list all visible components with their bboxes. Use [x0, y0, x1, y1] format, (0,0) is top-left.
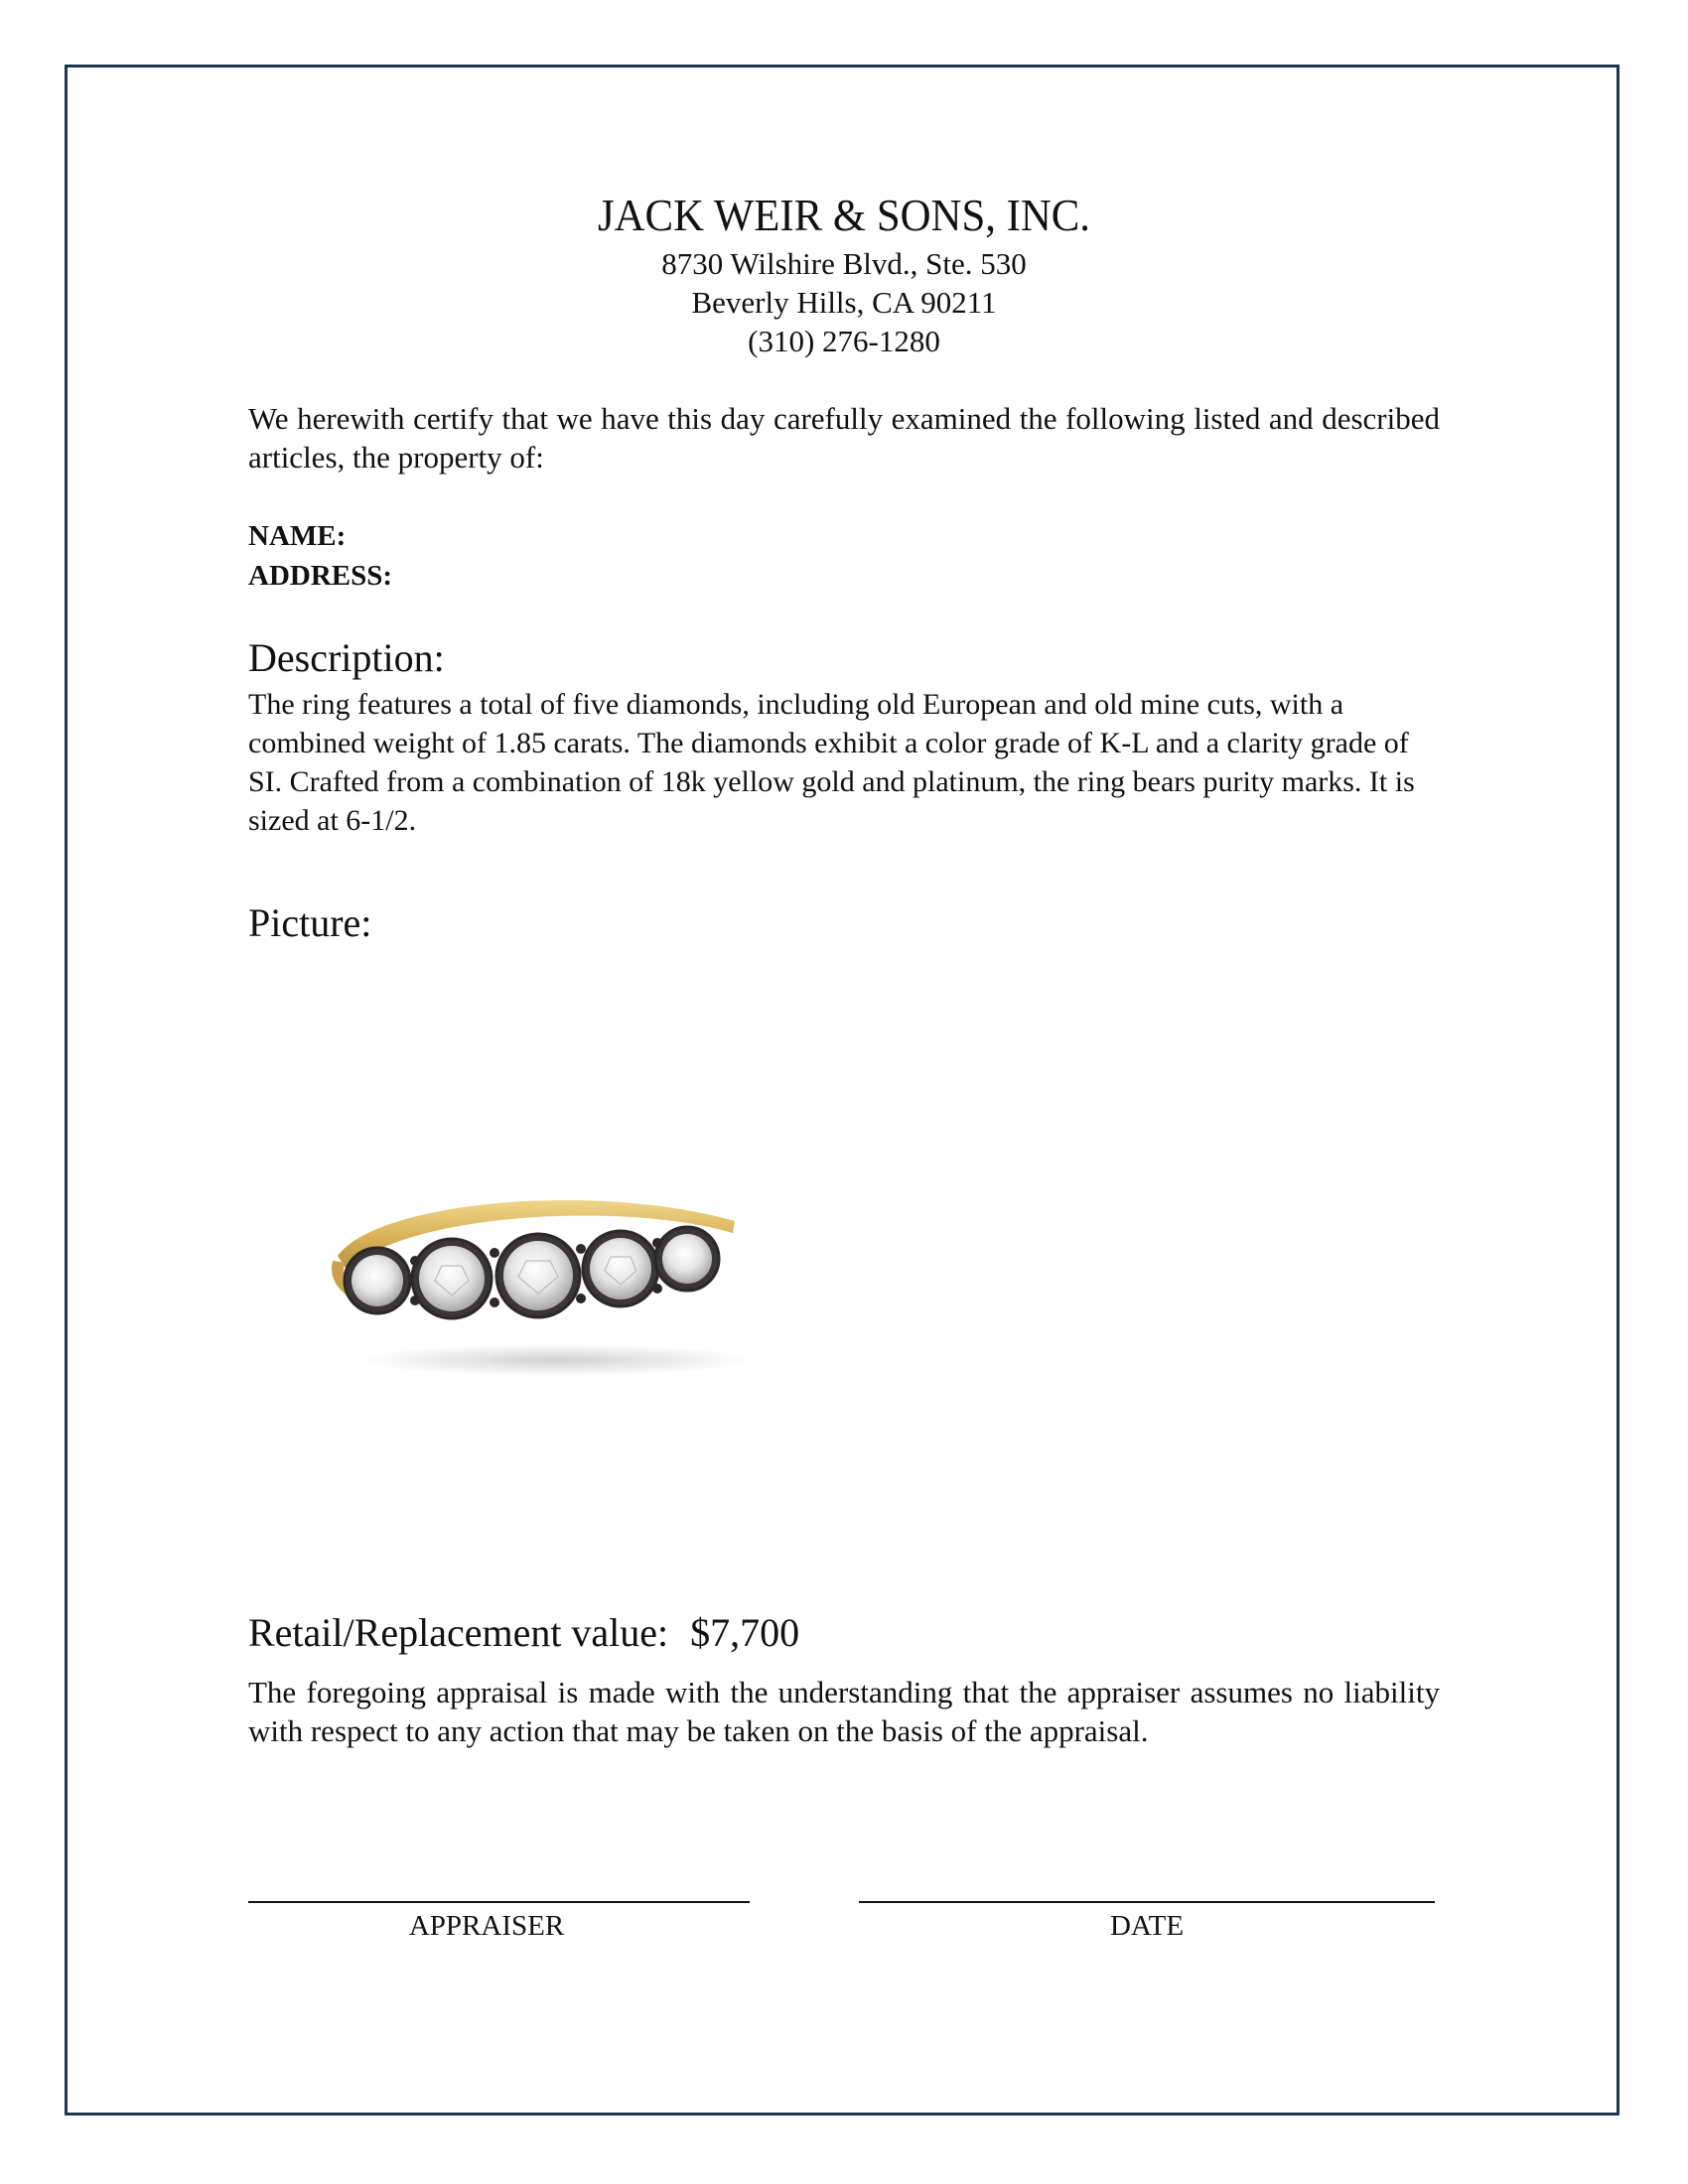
picture-heading: Picture: [248, 900, 372, 945]
description-text: The ring features a total of five diamonds, including old European and old mine cuts, with a combined weight of 1.85 carats. The diamonds exhibit a color grade of K-L and a clarity grade of SI. Crafted from a combination of 18k yellow gold and platinum, the ring bears purity marks. It is sized at 6-1/2. [248, 688, 1415, 837]
retail-value-label: Retail/Replacement value: [248, 1610, 669, 1655]
letterhead [0, 187, 1688, 360]
certification-statement: We herewith certify that we have this day carefully examined the following listed and described articles, the property of: [248, 401, 1440, 475]
retail-value [248, 1608, 1440, 1658]
retail-value-amount: $7,700 [690, 1610, 800, 1655]
phone-number: (310) 276-1280 [748, 324, 940, 358]
date-signature-line [859, 1901, 1435, 1903]
page-border [65, 65, 1619, 2116]
address-label: ADDRESS: [248, 560, 393, 592]
liability-disclaimer: The foregoing appraisal is made with the understanding that the appraiser assumes no liability with respect to any action that may be taken on the basis of the appraisal. [248, 1675, 1440, 1748]
appraiser-label: APPRAISER [408, 1910, 565, 1942]
address-line-1: 8730 Wilshire Blvd., Ste. 530 [661, 246, 1027, 281]
diamond-ring-photo [318, 1161, 794, 1380]
owner-fields [248, 516, 1440, 596]
company-name: JACK WEIR & SONS, INC. [598, 190, 1090, 240]
address-line-2: Beverly Hills, CA 90211 [691, 285, 997, 320]
appraiser-signature-line [248, 1901, 750, 1903]
description-heading: Description: [248, 635, 445, 680]
date-label: DATE [1109, 1910, 1185, 1942]
name-label: NAME: [248, 520, 347, 552]
